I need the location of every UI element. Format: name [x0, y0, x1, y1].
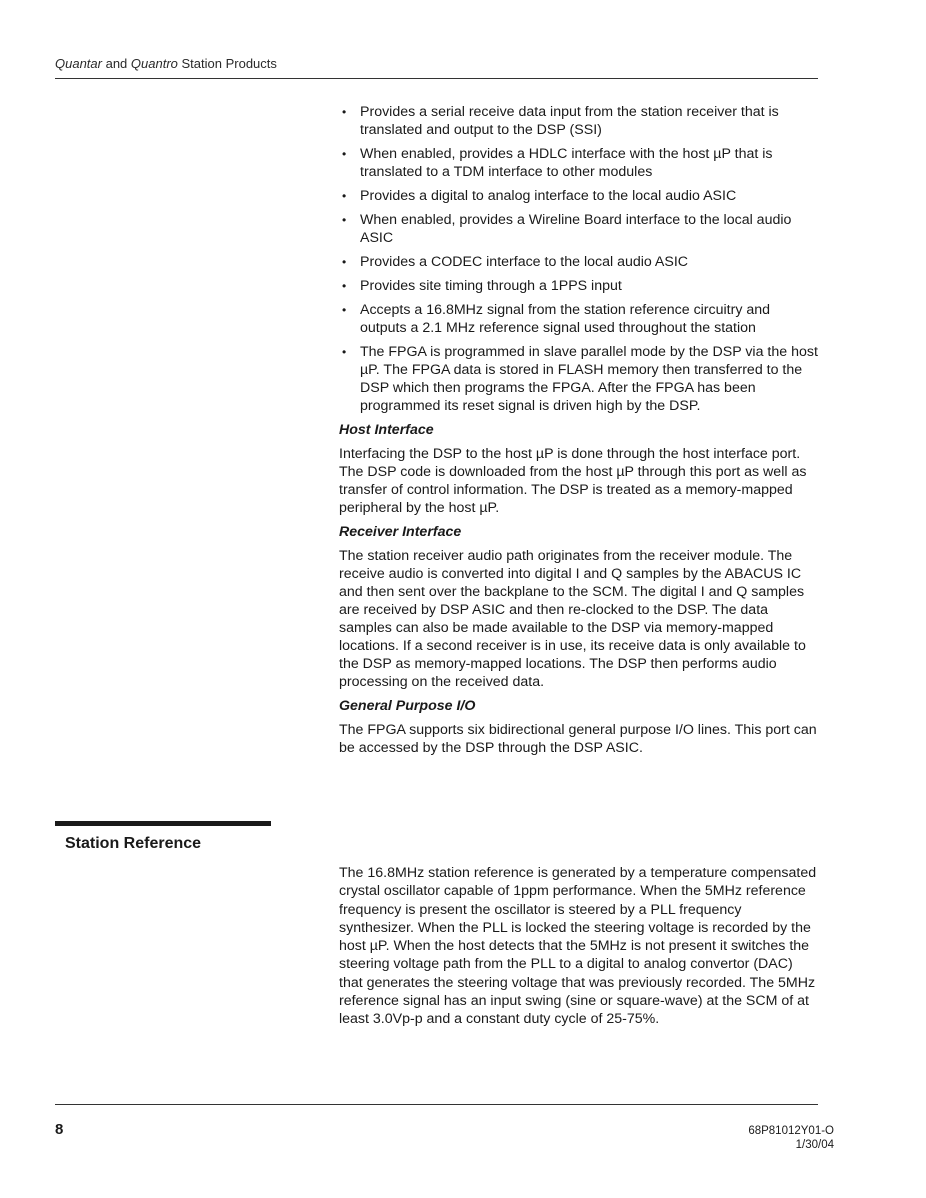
bullet-item	[339, 253, 819, 271]
bullet-icon: •	[342, 303, 347, 317]
running-header	[55, 56, 277, 71]
bullet-item	[339, 301, 819, 337]
document-date: 1/30/04	[795, 1139, 834, 1151]
bullet-item	[339, 277, 819, 295]
bullet-item	[339, 145, 819, 181]
bullet-item	[339, 187, 819, 205]
header-rule	[55, 78, 818, 79]
general-purpose-io-body: The FPGA supports six bidirectional general purpose I/O lines. This port can be accessed by the DSP through the DSP ASIC.	[339, 722, 817, 756]
bullet-text: Accepts a 16.8MHz signal from the station reference circuitry and outputs a 2.1 MHz reference signal used throughout the station	[360, 302, 771, 336]
receiver-interface-heading: Receiver Interface	[339, 524, 462, 540]
bullet-icon: •	[342, 279, 347, 293]
bullet-text: Provides a digital to analog interface to the local audio ASIC	[360, 188, 737, 204]
station-reference-body: The 16.8MHz station reference is generated by a temperature compensated crystal oscillator capable of 1ppm performance. When the 5MHz reference frequency is present the oscillator is steered by a PLL frequency synthesizer. When the PLL is locked the steering voltage is recorded by the host µP. When the host detects that the 5MHz is not present it switches the steering voltage path from the PLL to a digital to analog convertor (DAC) that generates the steering voltage that was previously recorded. The 5MHz reference signal has an input swing (sine or square-wave) at the SCM of at least 3.0Vp-p and a constant duty cycle of 25-75%.	[339, 865, 817, 1028]
bullet-icon: •	[342, 189, 347, 203]
document-id-block	[748, 1124, 834, 1152]
bullet-icon: •	[342, 147, 347, 161]
bullet-text: Provides a serial receive data input from the station receiver that is translated and output to the DSP (SSI)	[360, 104, 779, 138]
bullet-icon: •	[342, 105, 347, 119]
bullet-text: Provides a CODEC interface to the local audio ASIC	[360, 254, 689, 270]
footer-rule	[55, 1104, 818, 1105]
bullet-icon: •	[342, 345, 347, 359]
header-brand-quantro: Quantro	[130, 56, 178, 71]
station-reference-title: Station Reference	[65, 835, 202, 852]
host-interface-heading: Host Interface	[339, 422, 434, 438]
bullet-item	[339, 343, 819, 415]
section-divider-bar	[55, 821, 271, 826]
general-purpose-io-heading: General Purpose I/O	[339, 698, 476, 714]
bullet-text: When enabled, provides a HDLC interface with the host µP that is translated to a TDM interface to other modules	[360, 146, 773, 180]
page-number: 8	[55, 1121, 64, 1138]
header-rest: Station Products	[177, 56, 277, 71]
receiver-interface-body: The station receiver audio path originates from the receiver module. The receive audio is converted into digital I and Q samples by the ABACUS IC and then sent over the backplane to the SCM. The digital I and Q samples are received by DSP ASIC and then re-clocked to the DSP. The data samples can also be made available to the DSP via memory-mapped locations. If a second receiver is in use, its receive data is only available to the DSP as memory-mapped locations. The DSP then performs audio processing on the received data.	[339, 548, 806, 690]
feature-bullet-list	[339, 103, 819, 415]
bullet-item	[339, 211, 819, 247]
header-and: and	[101, 56, 131, 71]
bullet-item	[339, 103, 819, 139]
document-number: 68P81012Y01-O	[748, 1125, 834, 1137]
bullet-icon: •	[342, 213, 347, 227]
bullet-text: When enabled, provides a Wireline Board interface to the local audio ASIC	[360, 212, 792, 246]
main-column	[339, 103, 819, 763]
host-interface-body: Interfacing the DSP to the host µP is done through the host interface port. The DSP code is downloaded from the host µP through this port as well as transfer of control information. The DSP is treated as a memory-mapped peripheral by the host µP.	[339, 446, 807, 516]
bullet-text: Provides site timing through a 1PPS input	[360, 278, 622, 294]
bullet-text: The FPGA is programmed in slave parallel mode by the DSP via the host µP. The FPGA data is stored in FLASH memory then transferred to the DSP which then programs the FPGA. After the FPGA has been programmed its reset signal is driven high by the DSP.	[360, 344, 818, 414]
header-brand-quantar: Quantar	[55, 56, 102, 71]
bullet-icon: •	[342, 255, 347, 269]
